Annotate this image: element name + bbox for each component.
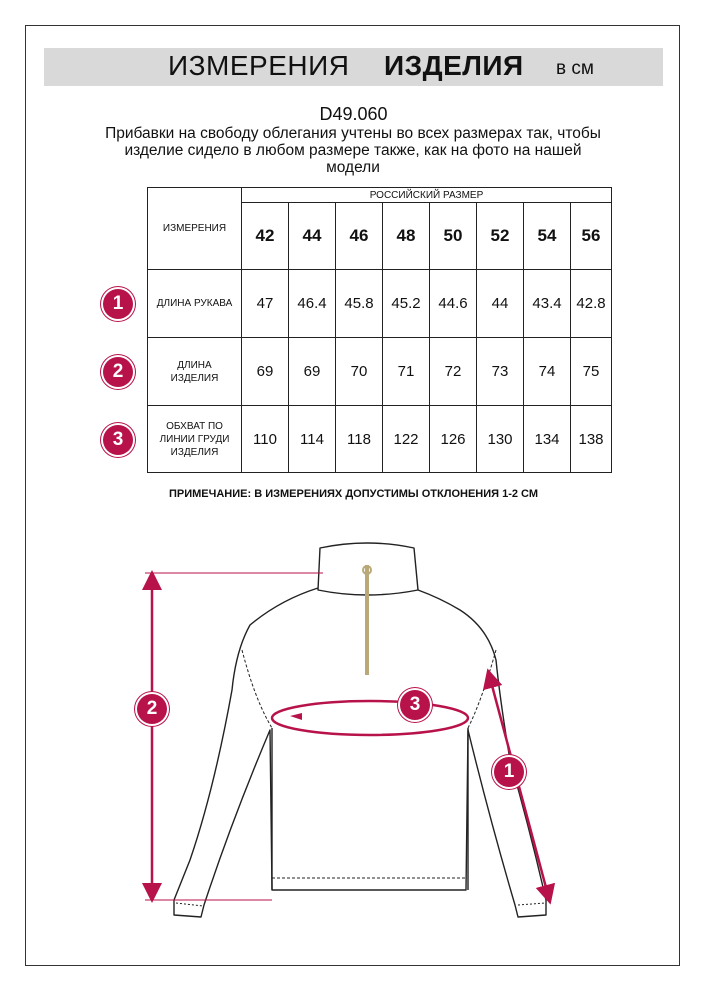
marker-badge-sleeve: 1	[103, 289, 133, 319]
table-cell: 75	[571, 338, 612, 406]
table-cell: 70	[336, 338, 383, 406]
tolerance-note: ПРИМЕЧАНИЕ: В ИЗМЕРЕНИЯХ ДОПУСТИМЫ ОТКЛОНЕНИЯ 1-2 СМ	[168, 488, 539, 500]
title-units: в см	[556, 58, 594, 79]
zipper	[363, 565, 371, 675]
table-cell: 69	[289, 338, 336, 406]
table-cell: 45.2	[383, 270, 430, 338]
table-cell: 134	[524, 406, 571, 473]
row-label-chest-girth: ОБХВАТ ПО ЛИНИИ ГРУДИ ИЗДЕЛИЯ	[148, 406, 242, 473]
size-header: 50	[430, 203, 477, 270]
diagram-marker-length: 2	[137, 694, 167, 724]
raglan-seam-left	[242, 650, 272, 728]
table-cell: 114	[289, 406, 336, 473]
table-cell: 74	[524, 338, 571, 406]
measure-garment-length	[145, 573, 323, 900]
table-cell: 118	[336, 406, 383, 473]
table-cell: 73	[477, 338, 524, 406]
table-corner-label: ИЗМЕРЕНИЯ	[148, 188, 242, 270]
table-cell: 72	[430, 338, 477, 406]
table-cell: 44	[477, 270, 524, 338]
table-cell: 122	[383, 406, 430, 473]
sweatshirt-outline	[174, 543, 546, 917]
measure-chest-girth	[272, 701, 468, 735]
table-cell: 126	[430, 406, 477, 473]
size-header: 48	[383, 203, 430, 270]
diagram-marker-sleeve: 1	[494, 757, 524, 787]
table-cell: 44.6	[430, 270, 477, 338]
product-code: D49.060	[319, 104, 388, 124]
table-cell: 138	[571, 406, 612, 473]
table-cell: 47	[242, 270, 289, 338]
cuff-stitch-right	[518, 903, 545, 905]
row-label-garment-length: ДЛИНА ИЗДЕЛИЯ	[148, 338, 242, 406]
table-cell: 69	[242, 338, 289, 406]
marker-badge-length: 2	[103, 357, 133, 387]
table-cell: 45.8	[336, 270, 383, 338]
size-header: 42	[242, 203, 289, 270]
title-measurements: ИЗМЕРЕНИЯ	[168, 50, 350, 81]
body-outline	[174, 588, 546, 917]
size-header: 46	[336, 203, 383, 270]
title-garment: ИЗДЕЛИЯ	[384, 50, 524, 81]
size-header: 44	[289, 203, 336, 270]
marker-badge-chest: 3	[103, 425, 133, 455]
size-header: 54	[524, 203, 571, 270]
table-cell: 42.8	[571, 270, 612, 338]
table-cell: 71	[383, 338, 430, 406]
size-header: 52	[477, 203, 524, 270]
size-system-label: РОССИЙСКИЙ РАЗМЕР	[242, 188, 612, 203]
size-header: 56	[571, 203, 612, 270]
table-cell: 110	[242, 406, 289, 473]
table-cell: 43.4	[524, 270, 571, 338]
row-label-sleeve-length: ДЛИНА РУКАВА	[148, 270, 242, 338]
table-cell: 130	[477, 406, 524, 473]
cuff-stitch-left	[176, 903, 203, 906]
fit-note: Прибавки на свободу облегания учтены во всех размерах так, чтобы изделие сидело в любом размере также, как на фото на нашей модели	[105, 125, 601, 176]
table-cell: 46.4	[289, 270, 336, 338]
diagram-marker-chest: 3	[400, 690, 430, 720]
measure-sleeve-length	[490, 678, 548, 895]
